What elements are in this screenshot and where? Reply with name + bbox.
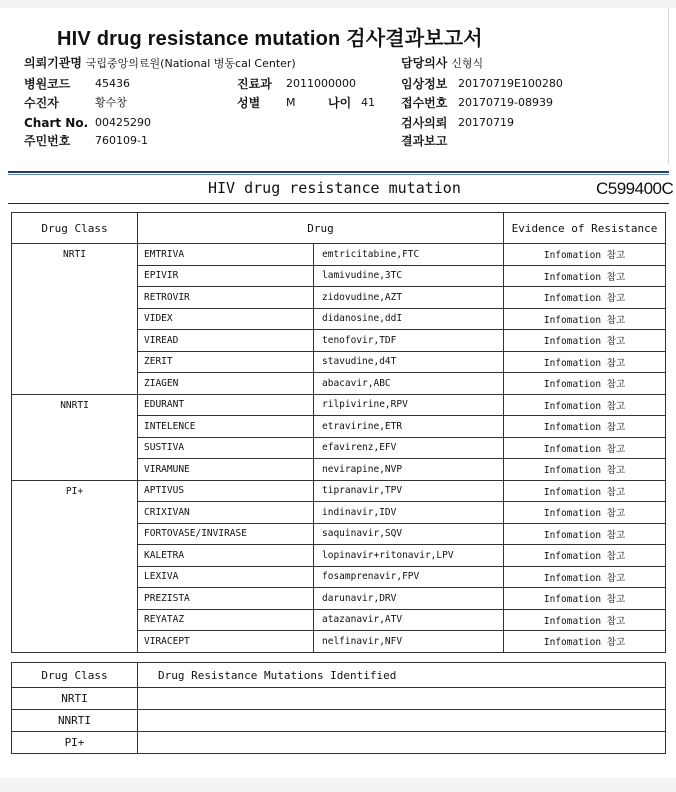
drug-generic-cell: tenofovir,TDF bbox=[314, 330, 504, 352]
drug-generic-cell: rilpivirine,RPV bbox=[314, 394, 504, 416]
evidence-cell: Infomation 참고 bbox=[504, 631, 666, 653]
drug-generic-cell: indinavir,IDV bbox=[314, 502, 504, 524]
physician-label: 담당의사 bbox=[401, 56, 448, 70]
chart-no-value: 00425290 bbox=[95, 116, 151, 129]
physician-field bbox=[401, 56, 483, 71]
drug-generic-cell: tipranavir,TPV bbox=[314, 480, 504, 502]
drug-brand-cell: LEXIVA bbox=[138, 566, 314, 588]
mutations-table bbox=[11, 662, 666, 754]
evidence-cell: Infomation 참고 bbox=[504, 373, 666, 395]
drug-brand-cell: ZERIT bbox=[138, 351, 314, 373]
drug-generic-cell: saquinavir,SQV bbox=[314, 523, 504, 545]
evidence-cell: Infomation 참고 bbox=[504, 330, 666, 352]
drug-header: Drug bbox=[138, 213, 504, 244]
age-value: 41 bbox=[361, 96, 375, 109]
drug-generic-cell: abacavir,ABC bbox=[314, 373, 504, 395]
drug-brand-cell: EMTRIVA bbox=[138, 244, 314, 266]
institution-value: 국립중앙의료원(National 병동cal Center) bbox=[85, 57, 296, 70]
evidence-cell: Infomation 참고 bbox=[504, 308, 666, 330]
evidence-cell: Infomation 참고 bbox=[504, 523, 666, 545]
mutations-value-cell bbox=[138, 732, 666, 754]
mutations-row bbox=[12, 732, 666, 754]
mutations-class-cell: NRTI bbox=[12, 688, 138, 710]
mutations-value-cell bbox=[138, 710, 666, 732]
drug-brand-cell: EDURANT bbox=[138, 394, 314, 416]
divider-line-thin bbox=[8, 174, 669, 175]
age-label: 나이 bbox=[328, 96, 352, 110]
mutations-value-cell bbox=[138, 688, 666, 710]
drug-generic-cell: nelfinavir,NFV bbox=[314, 631, 504, 653]
mutations-class-header: Drug Class bbox=[12, 663, 138, 688]
sex-label: 성별 bbox=[237, 96, 261, 110]
drug-brand-cell: VIRAMUNE bbox=[138, 459, 314, 481]
bottom-margin-bar bbox=[0, 778, 676, 792]
institution-label: 의뢰기관명 bbox=[24, 56, 82, 70]
mutations-class-cell: PI+ bbox=[12, 732, 138, 754]
drug-brand-cell: PREZISTA bbox=[138, 588, 314, 610]
drug-generic-cell: zidovudine,AZT bbox=[314, 287, 504, 309]
section-divider bbox=[8, 203, 669, 204]
receipt-no-value: 20170719-08939 bbox=[458, 96, 553, 109]
section-title: HIV drug resistance mutation bbox=[208, 179, 461, 197]
receipt-no-label: 접수번호 bbox=[401, 96, 448, 110]
table-header-row bbox=[12, 213, 666, 244]
hospital-code-label: 병원코드 bbox=[24, 77, 71, 91]
drug-class-cell: NNRTI bbox=[12, 394, 138, 480]
physician-value: 신형식 bbox=[451, 57, 484, 70]
drug-brand-cell: ZIAGEN bbox=[138, 373, 314, 395]
drug-generic-cell: atazanavir,ATV bbox=[314, 609, 504, 631]
evidence-header: Evidence of Resistance bbox=[504, 213, 666, 244]
sex-value: M bbox=[286, 96, 296, 109]
evidence-cell: Infomation 참고 bbox=[504, 609, 666, 631]
drug-generic-cell: darunavir,DRV bbox=[314, 588, 504, 610]
drug-brand-cell: CRIXIVAN bbox=[138, 502, 314, 524]
drug-generic-cell: etravirine,ETR bbox=[314, 416, 504, 438]
divider-line bbox=[8, 171, 669, 173]
result-report-label: 결과보고 bbox=[401, 134, 448, 148]
drug-brand-cell: INTELENCE bbox=[138, 416, 314, 438]
drug-class-header: Drug Class bbox=[12, 213, 138, 244]
drug-resistance-table bbox=[11, 212, 666, 653]
drug-brand-cell: FORTOVASE/INVIRASE bbox=[138, 523, 314, 545]
evidence-cell: Infomation 참고 bbox=[504, 545, 666, 567]
test-request-value: 20170719 bbox=[458, 116, 514, 129]
mutations-row bbox=[12, 688, 666, 710]
report-code: C599400C bbox=[596, 179, 674, 198]
table-row bbox=[12, 480, 666, 502]
drug-generic-cell: stavudine,d4T bbox=[314, 351, 504, 373]
drug-brand-cell: REYATAZ bbox=[138, 609, 314, 631]
evidence-cell: Infomation 참고 bbox=[504, 566, 666, 588]
mutations-identified-header: Drug Resistance Mutations Identified bbox=[138, 663, 666, 688]
drug-class-cell: NRTI bbox=[12, 244, 138, 395]
institution-field bbox=[24, 56, 296, 71]
evidence-cell: Infomation 참고 bbox=[504, 416, 666, 438]
evidence-cell: Infomation 참고 bbox=[504, 480, 666, 502]
department-label: 진료과 bbox=[237, 77, 272, 91]
drug-generic-cell: nevirapine,NVP bbox=[314, 459, 504, 481]
evidence-cell: Infomation 참고 bbox=[504, 437, 666, 459]
hospital-code-value: 45436 bbox=[95, 77, 130, 90]
mutations-row bbox=[12, 710, 666, 732]
report-title: HIV drug resistance mutation 검사결과보고서 bbox=[57, 28, 483, 50]
clinical-info-label: 임상정보 bbox=[401, 77, 448, 91]
evidence-cell: Infomation 참고 bbox=[504, 459, 666, 481]
drug-brand-cell: SUSTIVA bbox=[138, 437, 314, 459]
evidence-cell: Infomation 참고 bbox=[504, 244, 666, 266]
drug-class-cell: PI+ bbox=[12, 480, 138, 652]
drug-generic-cell: emtricitabine,FTC bbox=[314, 244, 504, 266]
drug-brand-cell: KALETRA bbox=[138, 545, 314, 567]
resident-no-label: 주민번호 bbox=[24, 134, 71, 148]
evidence-cell: Infomation 참고 bbox=[504, 588, 666, 610]
evidence-cell: Infomation 참고 bbox=[504, 394, 666, 416]
mutations-header-row bbox=[12, 663, 666, 688]
drug-generic-cell: lopinavir+ritonavir,LPV bbox=[314, 545, 504, 567]
mutations-class-cell: NNRTI bbox=[12, 710, 138, 732]
top-margin-bar bbox=[0, 0, 676, 8]
drug-brand-cell: EPIVIR bbox=[138, 265, 314, 287]
chart-no-label: Chart No. bbox=[24, 116, 89, 130]
drug-generic-cell: fosamprenavir,FPV bbox=[314, 566, 504, 588]
evidence-cell: Infomation 참고 bbox=[504, 502, 666, 524]
drug-brand-cell: VIDEX bbox=[138, 308, 314, 330]
resident-no-value: 760109-1 bbox=[95, 134, 148, 147]
drug-brand-cell: VIREAD bbox=[138, 330, 314, 352]
drug-generic-cell: efavirenz,EFV bbox=[314, 437, 504, 459]
table-row bbox=[12, 394, 666, 416]
patient-label: 수진자 bbox=[24, 96, 59, 110]
drug-generic-cell: lamivudine,3TC bbox=[314, 265, 504, 287]
test-request-label: 검사의뢰 bbox=[401, 116, 448, 130]
table-row bbox=[12, 244, 666, 266]
drug-brand-cell: VIRACEPT bbox=[138, 631, 314, 653]
evidence-cell: Infomation 참고 bbox=[504, 351, 666, 373]
drug-brand-cell: RETROVIR bbox=[138, 287, 314, 309]
drug-brand-cell: APTIVUS bbox=[138, 480, 314, 502]
drug-generic-cell: didanosine,ddI bbox=[314, 308, 504, 330]
patient-value: 황수창 bbox=[95, 96, 127, 109]
evidence-cell: Infomation 참고 bbox=[504, 265, 666, 287]
clinical-info-value: 20170719E100280 bbox=[458, 77, 563, 90]
department-value: 2011000000 bbox=[286, 77, 356, 90]
evidence-cell: Infomation 참고 bbox=[504, 287, 666, 309]
